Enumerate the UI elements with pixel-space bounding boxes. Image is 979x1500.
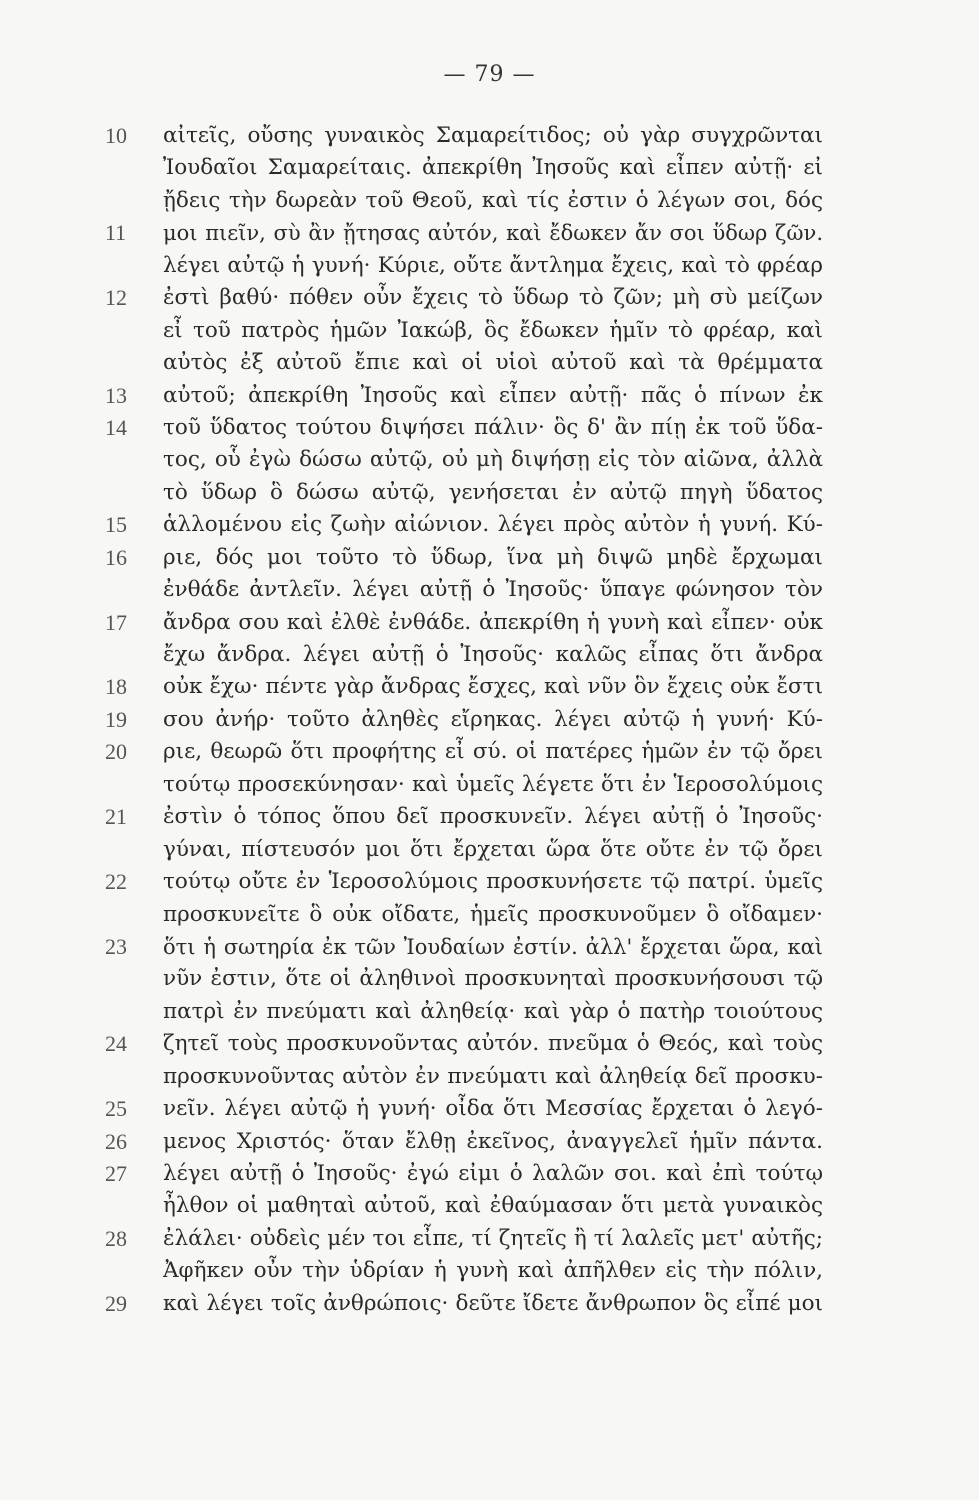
- line-text: Ἰουδαῖοι Σαμαρείταις. ἀπεκρίθη Ἰησοῦς καὶ εἶπεν αὐτῇ· εἰ: [163, 155, 823, 181]
- text-line: [0, 963, 979, 995]
- line-text: Ἀφῆκεν οὖν τὴν ὑδρίαν ἡ γυνὴ καὶ ἀπῆλθεν εἰς τὴν πόλιν,: [163, 1258, 823, 1284]
- text-line: [0, 217, 979, 249]
- line-text: μενος Χριστός· ὅταν ἔλθῃ ἐκεῖνος, ἀναγγελεῖ ἡμῖν πάντα.: [163, 1128, 823, 1154]
- verse-number: 11: [105, 220, 127, 246]
- line-text: τούτῳ οὔτε ἐν Ἱεροσολύμοις προσκυνήσετε τῷ πατρί. ὑμεῖς: [163, 869, 823, 895]
- text-line: [0, 801, 979, 833]
- text-line: [0, 996, 979, 1028]
- verse-number: 19: [105, 706, 127, 732]
- line-text: εἶ τοῦ πατρὸς ἡμῶν Ἰακώβ, ὃς ἔδωκεν ἡμῖν τὸ φρέαρ, καὶ: [163, 317, 823, 343]
- line-text: νεῖν. λέγει αὐτῷ ἡ γυνή· οἶδα ὅτι Μεσσίας ἔρχεται ὁ λεγό-: [163, 1096, 823, 1122]
- text-line: [0, 639, 979, 671]
- verse-number: 28: [105, 1225, 127, 1251]
- verse-number: 22: [105, 869, 127, 895]
- text-line: [0, 1093, 979, 1125]
- verse-number: 23: [105, 933, 127, 959]
- text-line: [0, 250, 979, 282]
- text-line: [0, 574, 979, 606]
- text-line: [0, 120, 979, 152]
- text-line: [0, 152, 979, 184]
- line-text: ἐστὶν ὁ τόπος ὅπου δεῖ προσκυνεῖν. λέγει αὐτῇ ὁ Ἰησοῦς·: [163, 804, 823, 830]
- line-text: τούτῳ προσεκύνησαν· καὶ ὑμεῖς λέγετε ὅτι ἐν Ἱεροσολύμοις: [163, 771, 823, 797]
- line-text: ἐλάλει· οὐδεὶς μέν τοι εἶπε, τί ζητεῖς ἢ τί λαλεῖς μετ' αὐτῆς;: [163, 1225, 823, 1251]
- text-line: [0, 704, 979, 736]
- verse-number: 27: [105, 1161, 127, 1186]
- text-line: [0, 477, 979, 509]
- text-line: [0, 1255, 979, 1287]
- line-text: αὐτὸς ἐξ αὐτοῦ ἔπιε καὶ οἱ υἱοὶ αὐτοῦ καὶ τὰ θρέμματα: [163, 350, 823, 376]
- line-text: νῦν ἐστιν, ὅτε οἱ ἀληθινοὶ προσκυνηταὶ προσκυνήσουσι τῷ: [163, 966, 823, 992]
- verse-number: 12: [105, 285, 127, 311]
- line-text: οὐκ ἔχω· πέντε γὰρ ἄνδρας ἔσχες, καὶ νῦν ὃν ἔχεις οὐκ ἔστι: [163, 674, 823, 700]
- text-line: [0, 1190, 979, 1222]
- page-number-header: — 79 —: [443, 62, 536, 87]
- verse-number: 15: [105, 512, 127, 538]
- text-line: [0, 542, 979, 574]
- text-line: [0, 509, 979, 541]
- text-line: [0, 1288, 979, 1320]
- text-line: [0, 1126, 979, 1158]
- verse-number: 29: [105, 1290, 127, 1316]
- verse-number: 26: [105, 1128, 127, 1154]
- verse-number: 13: [105, 382, 127, 408]
- line-text: τοῦ ὕδατος τούτου διψήσει πάλιν· ὃς δ' ἂν πίῃ ἐκ τοῦ ὕδα-: [163, 414, 823, 440]
- text-line: [0, 736, 979, 768]
- line-text: ἔχω ἄνδρα. λέγει αὐτῇ ὁ Ἰησοῦς· καλῶς εἶπας ὅτι ἄνδρα: [163, 642, 823, 667]
- text-line: [0, 931, 979, 963]
- text-body: [0, 120, 979, 1320]
- line-text: ριε, δός μοι τοῦτο τὸ ὕδωρ, ἵνα μὴ διψῶ μηδὲ ἔρχωμαι: [163, 544, 823, 570]
- text-line: [0, 315, 979, 347]
- line-text: ᾔδεις τὴν δωρεὰν τοῦ Θεοῦ, καὶ τίς ἐστιν ὁ λέγων σοι, δός: [163, 187, 823, 213]
- text-line: [0, 607, 979, 639]
- verse-number: 24: [105, 1031, 127, 1057]
- line-text: ἐστὶ βαθύ· πόθεν οὖν ἔχεις τὸ ὕδωρ τὸ ζῶν; μὴ σὺ μείζων: [163, 285, 823, 311]
- line-text: αἰτεῖς, οὔσης γυναικὸς Σαμαρείτιδος; οὐ γὰρ συγχρῶνται: [163, 123, 823, 148]
- line-text: ἁλλομένου εἰς ζωὴν αἰώνιον. λέγει πρὸς αὐτὸν ἡ γυνή. Κύ-: [163, 512, 823, 538]
- verse-number: 17: [105, 609, 127, 635]
- text-line: [0, 866, 979, 898]
- line-text: προσκυνεῖτε ὃ οὐκ οἴδατε, ἡμεῖς προσκυνοῦμεν ὃ οἴδαμεν·: [163, 901, 823, 927]
- line-text: αὐτοῦ; ἀπεκρίθη Ἰησοῦς καὶ εἶπεν αὐτῇ· πᾶς ὁ πίνων ἐκ: [163, 382, 823, 408]
- line-text: γύναι, πίστευσόν μοι ὅτι ἔρχεται ὥρα ὅτε οὔτε ἐν τῷ ὄρει: [163, 836, 823, 862]
- verse-number: 16: [105, 544, 127, 570]
- line-text: λέγει αὐτῷ ἡ γυνή· Κύριε, οὔτε ἄντλημα ἔχεις, καὶ τὸ φρέαρ: [163, 252, 823, 278]
- line-text: ὅτι ἡ σωτηρία ἐκ τῶν Ἰουδαίων ἐστίν. ἀλλ' ἔρχεται ὥρα, καὶ: [163, 934, 823, 959]
- text-line: [0, 185, 979, 217]
- verse-number: 25: [105, 1096, 127, 1122]
- text-line: [0, 444, 979, 476]
- line-text: ἦλθον οἱ μαθηταὶ αὐτοῦ, καὶ ἐθαύμασαν ὅτι μετὰ γυναικὸς: [163, 1193, 823, 1219]
- line-text: ριε, θεωρῶ ὅτι προφήτης εἶ σύ. οἱ πατέρες ἡμῶν ἐν τῷ ὄρει: [163, 739, 823, 765]
- line-text: λέγει αὐτῇ ὁ Ἰησοῦς· ἐγώ εἰμι ὁ λαλῶν σοι. καὶ ἐπὶ τούτῳ: [163, 1161, 823, 1186]
- line-text: ἄνδρα σου καὶ ἐλθὲ ἐνθάδε. ἀπεκρίθη ἡ γυνὴ καὶ εἶπεν· οὐκ: [163, 609, 823, 635]
- text-line: [0, 899, 979, 931]
- text-line: [0, 282, 979, 314]
- verse-number: 14: [105, 414, 127, 440]
- line-text: ἐνθάδε ἀντλεῖν. λέγει αὐτῇ ὁ Ἰησοῦς· ὕπαγε φώνησον τὸν: [163, 577, 823, 603]
- line-text: καὶ λέγει τοῖς ἀνθρώποις· δεῦτε ἴδετε ἄνθρωπον ὃς εἶπέ μοι: [163, 1290, 823, 1316]
- text-line: [0, 380, 979, 412]
- line-text: τὸ ὕδωρ ὃ δώσω αὐτῷ, γενήσεται ἐν αὐτῷ πηγὴ ὕδατος: [163, 479, 823, 505]
- text-line: [0, 834, 979, 866]
- line-text: πατρὶ ἐν πνεύματι καὶ ἀληθείᾳ· καὶ γὰρ ὁ πατὴρ τοιούτους: [163, 998, 823, 1024]
- verse-number: 21: [105, 804, 127, 830]
- line-text: τος, οὗ ἐγὼ δώσω αὐτῷ, οὐ μὴ διψήσῃ εἰς τὸν αἰῶνα, ἀλλὰ: [163, 447, 823, 473]
- verse-number: 10: [105, 123, 127, 148]
- text-line: [0, 1223, 979, 1255]
- verse-number: 20: [105, 739, 127, 765]
- text-line: [0, 1158, 979, 1190]
- text-line: [0, 671, 979, 703]
- text-line: [0, 347, 979, 379]
- text-line: [0, 412, 979, 444]
- line-text: μοι πιεῖν, σὺ ἂν ᾔτησας αὐτόν, καὶ ἔδωκεν ἄν σοι ὕδωρ ζῶν.: [163, 221, 823, 246]
- line-text: ζητεῖ τοὺς προσκυνοῦντας αὐτόν. πνεῦμα ὁ Θεός, καὶ τοὺς: [163, 1031, 823, 1057]
- text-line: [0, 769, 979, 801]
- text-line: [0, 1061, 979, 1093]
- text-line: [0, 1028, 979, 1060]
- line-text: προσκυνοῦντας αὐτὸν ἐν πνεύματι καὶ ἀληθείᾳ δεῖ προσκυ-: [163, 1063, 823, 1089]
- verse-number: 18: [105, 674, 127, 700]
- line-text: σου ἀνήρ· τοῦτο ἀληθὲς εἴρηκας. λέγει αὐτῷ ἡ γυνή· Κύ-: [163, 706, 823, 732]
